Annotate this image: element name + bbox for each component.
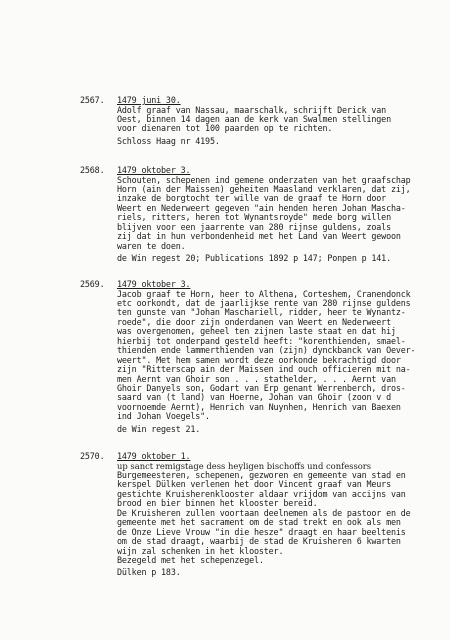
text-line: de Onze Lieve Vrouw "in die hesze" draagt en haar beeltenis [117,526,406,537]
text-line: zijn "Rittersсap ain der Maissen ind ouch officieren mit na- [117,364,411,375]
text-line: was overgenomen, geheel ten zijnen laste staat en dat hij [117,326,396,337]
entry-text [117,176,447,264]
text-line: zij dat in hun verbondenheid met het Land van Weert gewoon [117,231,401,242]
entry-date: 1479 oktober 1. [117,451,191,461]
text-line: roede", die door zijn onderdanen van Weert en Nederweert [117,316,391,327]
text-line: Horn (ain der Maissen) geheiten Maasland verklaren, dat zij, [117,183,411,194]
text-line: etc oorkondt, dat de jaarlijkse rente van 280 rijnse guldens [117,297,411,308]
text-line: Jacob graaf te Horn, heer to Althena, Corteshem, Cranendonck [117,288,411,299]
text-line: ind Johan Voegels". [117,411,210,422]
text-line: waren te doen. [117,240,186,251]
text-line: blijven voor een jaarrente van 280 rijnse guldens, zoals [117,221,391,232]
text-line: ten gunste van "Johan Maschariell, ridder, heer te Wynantz- [117,307,406,318]
entry-text [117,462,447,578]
entry-date: 1479 oktober 3. [117,165,191,175]
text-line: om de stad draagt, waarbij de stad de Kruisheren 6 kwarten [117,536,401,547]
text-line: hierbij tot onderpand gesteld heeft: "korenthienden, smael- [117,335,406,346]
entry-number: 2569. [80,279,105,289]
text-line: riels, ritters, heren tot Wynantsroyde" mede borg willen [117,212,391,223]
text-line: Ghoir Danyels son, Godart van Erp genant Werrenberch, dros- [117,383,406,394]
entry-text [117,106,447,147]
entry-number: 2568. [80,165,105,175]
text-line: kerspel Dülken verlenen het door Vincent graaf van Meurs [117,479,391,490]
text-line: brood en bier binnen het klooster bereid. [117,498,318,509]
text-line: men Aernt van Ghoir son . . . stathelder, . . . Aernt van [117,373,396,384]
entry-number: 2567. [80,95,105,105]
text-line: thienden ende lammerthienden van (zijn) dynckbanck van Oever- [117,345,416,356]
text-line: De Kruisheren zullen voortaan deelnemen als de pastoor en de [117,507,411,518]
source-reference: Dülken p 183. [117,567,181,578]
text-line: voornoemde Aernt), Henrich van Nuynhen, Henrich van Baexen [117,401,401,412]
text-line: weert". Met hem samen wordt deze oorkonde bekrachtigd door [117,354,401,365]
entry-date: 1479 oktober 3. [117,279,191,289]
text-line: Burgemeesteren, schepenen, gezworen en gemeente van stad en [117,469,406,480]
entry-date: 1479 juni 30. [117,95,181,105]
text-line: Adolf graaf van Nassau, maarschalk, schrijft Derick van [117,104,387,115]
entry-text [117,290,447,435]
text-line: voor dienaren tot 100 paarden op te richten. [117,123,333,134]
gothic-date-line: up sanct remigstage dess heyligen bischoffs und confessors [117,460,372,471]
source-reference: de Win regest 21. [117,423,201,434]
text-line: inzake de borgtocht ter wille van de graaf te Horn door [117,193,387,204]
text-line: Bezegeld met het schepenzegel. [117,555,264,566]
text-line: wijn zal schenken in het klooster. [117,545,284,556]
source-reference: Schloss Haag nr 4195. [117,135,220,146]
text-line: Oest, binnen 14 dagen aan de kerk van Swalmen stellingen [117,113,391,124]
text-line: Schouten, schepenen ind gemene onderzaten van het graafschap [117,174,411,185]
text-line: gestichte Kruisherenklooster aldaar vrijdom van accijns van [117,488,406,499]
text-line: saard van (t land) van Hoerne, Johan van Ghoir (zoon v d [117,392,391,403]
text-line: Weert en Nederweert gegeven "ain henden heren Johan Mascha- [117,202,406,213]
source-reference: de Win regest 20; Publications 1892 p 147; Ponpen p 141. [117,253,391,264]
entry-number: 2570. [80,451,105,461]
text-line: gemeente met het sacrament om de stad trekt en ook als men [117,517,401,528]
